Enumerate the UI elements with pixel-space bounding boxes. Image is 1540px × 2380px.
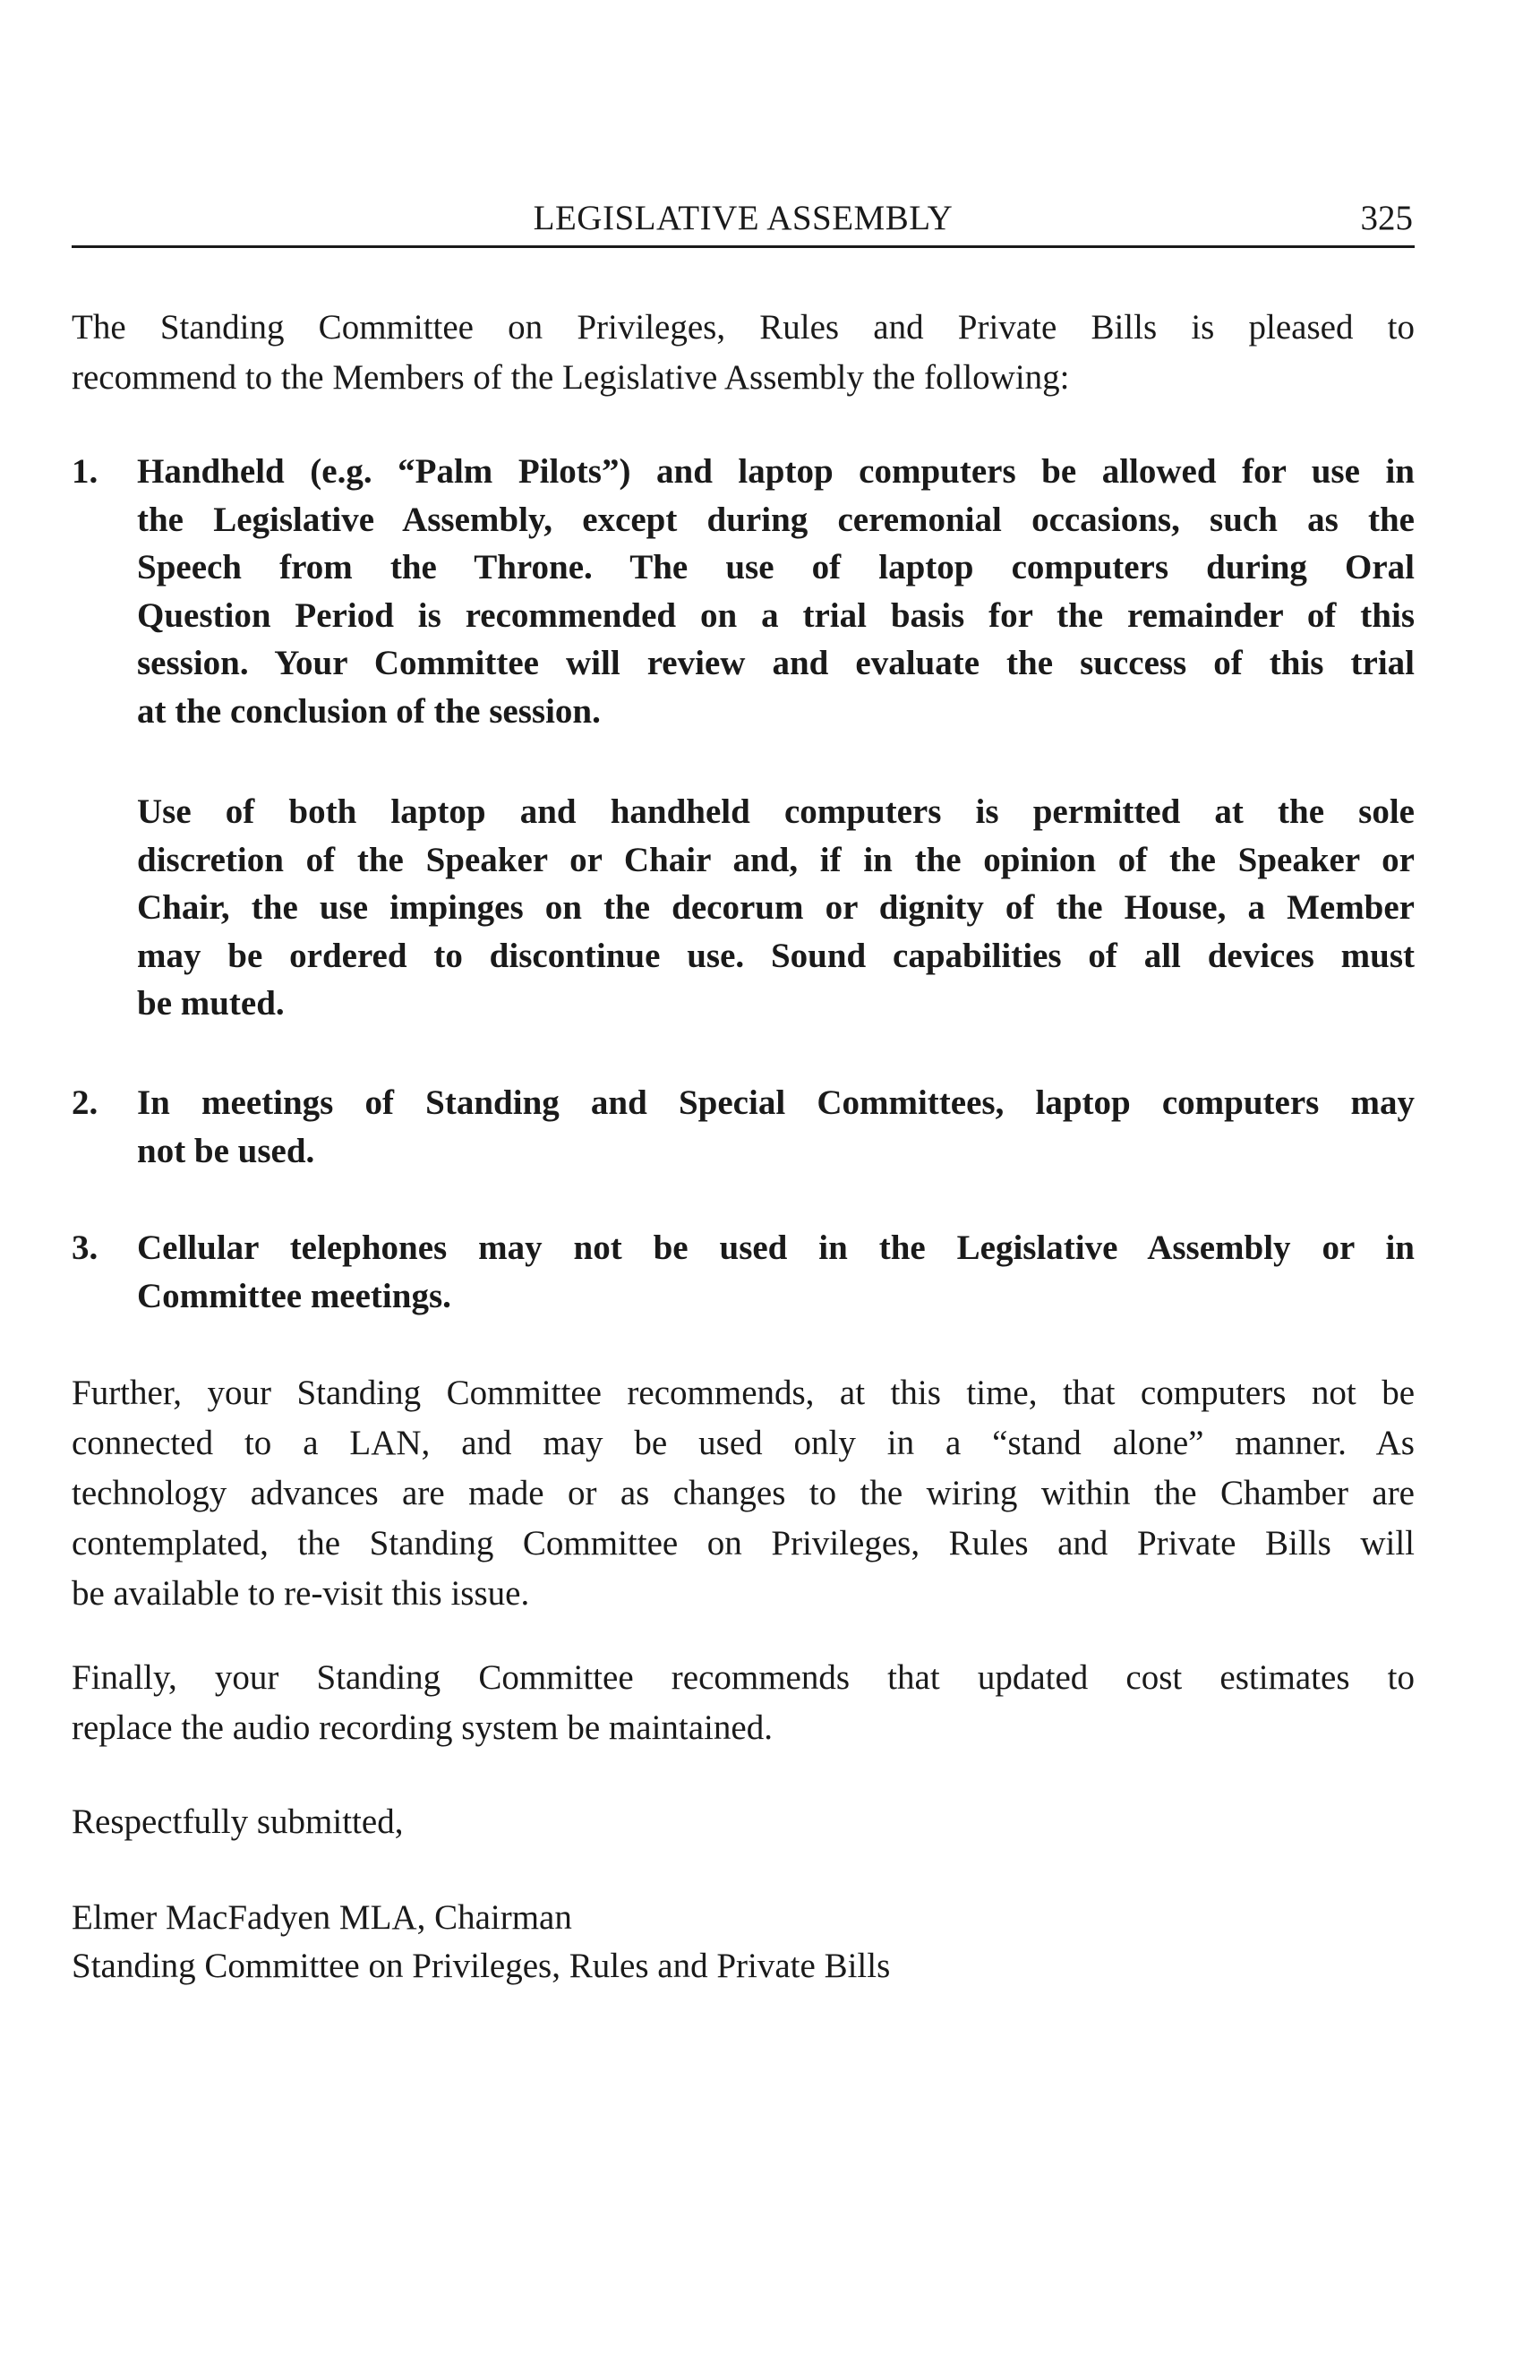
recommendation-item-1-detail	[137, 788, 1415, 1028]
text-line: The Standing Committee on Privileges, Rules and Private Bills is pleased to	[72, 308, 1415, 347]
text-line: Question Period is recommended on a trial basis for the remainder of this	[137, 595, 1415, 635]
running-header	[72, 195, 1415, 248]
text-line: Finally, your Standing Committee recommends that updated cost estimates to	[72, 1658, 1415, 1697]
item-number: 3.	[72, 1229, 98, 1267]
text-line: contemplated, the Standing Committee on Privileges, Rules and Private Bills will	[72, 1524, 1415, 1562]
text-line: session. Your Committee will review and evaluate the success of this trial	[137, 644, 1415, 682]
closing-line: Respectfully submitted,	[72, 1802, 404, 1841]
text-line: In meetings of Standing and Special Committees, laptop computers may	[137, 1083, 1415, 1122]
text-line: may be ordered to discontinue use. Sound capabilities of all devices must	[137, 936, 1415, 975]
text-line: the Legislative Assembly, except during ceremonial occasions, such as the	[137, 500, 1415, 539]
text-line: Cellular telephones may not be used in the Legislative Assembly or in	[137, 1229, 1415, 1267]
signatory-committee: Standing Committee on Privileges, Rules and Private Bills	[72, 1947, 891, 1985]
item-text	[137, 1224, 1415, 1320]
header-title: LEGISLATIVE ASSEMBLY	[533, 199, 954, 237]
text-line: at the conclusion of the session.	[137, 691, 601, 731]
text-line: Further, your Standing Committee recommends, at this time, that computers not be	[72, 1374, 1415, 1412]
further-paragraph	[72, 1368, 1415, 1619]
item-text	[137, 1079, 1415, 1175]
page-number: 325	[1360, 199, 1413, 237]
text-line: be muted.	[137, 984, 285, 1023]
signatory-name: Elmer MacFadyen MLA, Chairman	[72, 1898, 572, 1937]
text-line: Handheld (e.g. “Palm Pilots”) and laptop computers be allowed for use in	[137, 452, 1415, 491]
intro-paragraph	[72, 303, 1415, 403]
text-line: connected to a LAN, and may be used only in a “stand alone” manner. As	[72, 1424, 1415, 1462]
item-number: 2.	[72, 1083, 98, 1122]
item-number: 1.	[72, 452, 98, 491]
item-text	[137, 448, 1415, 735]
text-line: Use of both laptop and handheld computers is permitted at the sole	[137, 792, 1415, 831]
text-line: discretion of the Speaker or Chair and, if in the opinion of the Speaker or	[137, 840, 1415, 879]
text-line: technology advances are made or as changes to the wiring within the Chamber are	[72, 1474, 1415, 1512]
text-line: replace the audio recording system be maintained.	[72, 1708, 773, 1747]
finally-paragraph	[72, 1653, 1415, 1753]
text-line: Speech from the Throne. The use of laptop computers during Oral	[137, 548, 1415, 586]
text-line: be available to re-visit this issue.	[72, 1574, 530, 1613]
text-line: Chair, the use impinges on the decorum or dignity of the House, a Member	[137, 888, 1415, 927]
text-line: not be used.	[137, 1131, 315, 1170]
text-line: recommend to the Members of the Legislative Assembly the following:	[72, 358, 1070, 397]
text-line: Committee meetings.	[137, 1276, 451, 1315]
